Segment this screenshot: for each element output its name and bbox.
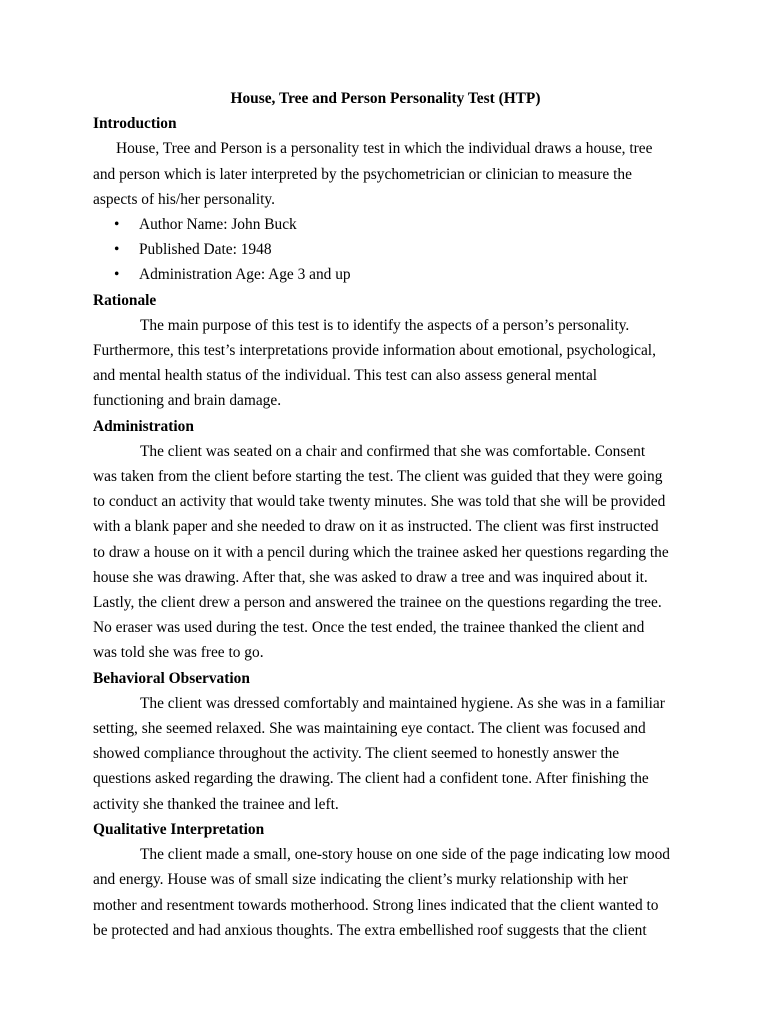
bullet-icon: • bbox=[114, 216, 120, 234]
list-item bbox=[93, 262, 678, 287]
list-item-text: Published Date: 1948 bbox=[139, 241, 272, 259]
paragraph-rationale bbox=[93, 313, 678, 414]
paragraph-qualitative-interpretation bbox=[93, 842, 678, 943]
bullet-icon: • bbox=[114, 241, 120, 259]
text-line: The main purpose of this test is to identify the aspects of a person’s personality. bbox=[140, 316, 630, 334]
text-line: setting, she seemed relaxed. She was maintaining eye contact. The client was focused and bbox=[93, 720, 646, 738]
text-line: The client was dressed comfortably and maintained hygiene. As she was in a familiar bbox=[140, 694, 665, 712]
heading-administration: Administration bbox=[93, 417, 194, 435]
text-line: showed compliance throughout the activity. The client seemed to honestly answer the bbox=[93, 745, 620, 763]
text-line: to conduct an activity that would take twenty minutes. She was told that she will be provided bbox=[93, 493, 666, 511]
text-line: was told she was free to go. bbox=[93, 644, 264, 662]
text-line: be protected and had anxious thoughts. The extra embellished roof suggests that the client bbox=[93, 921, 647, 939]
list-item-text: Author Name: John Buck bbox=[139, 216, 297, 234]
text-line: aspects of his/her personality. bbox=[93, 190, 275, 208]
list-item bbox=[93, 237, 678, 262]
text-line: The client was seated on a chair and confirmed that she was comfortable. Consent bbox=[140, 442, 646, 460]
text-line: House, Tree and Person is a personality test in which the individual draws a house, tree bbox=[116, 140, 653, 158]
text-line: Furthermore, this test’s interpretations provide information about emotional, psychological, bbox=[93, 342, 656, 360]
text-line: was taken from the client before starting the test. The client was guided that they were going bbox=[93, 468, 663, 486]
document-page bbox=[93, 86, 678, 943]
list-item bbox=[93, 212, 678, 237]
document-title: House, Tree and Person Personality Test (HTP) bbox=[230, 90, 541, 107]
introduction-bullet-list bbox=[93, 212, 678, 288]
paragraph-administration bbox=[93, 439, 678, 666]
text-line: to draw a house on it with a pencil during which the trainee asked her questions regarding the bbox=[93, 543, 669, 561]
text-line: functioning and brain damage. bbox=[93, 392, 282, 410]
heading-qualitative-interpretation: Qualitative Interpretation bbox=[93, 820, 265, 838]
heading-introduction: Introduction bbox=[93, 115, 177, 133]
text-line: with a blank paper and she needed to draw on it as instructed. The client was first instructed bbox=[93, 518, 659, 536]
text-line: activity she thanked the trainee and left. bbox=[93, 795, 339, 813]
heading-rationale: Rationale bbox=[93, 291, 157, 309]
list-item-text: Administration Age: Age 3 and up bbox=[139, 266, 351, 284]
heading-behavioral-observation: Behavioral Observation bbox=[93, 669, 250, 687]
text-line: questions asked regarding the drawing. The client had a confident tone. After finishing the bbox=[93, 770, 649, 788]
paragraph-behavioral-observation bbox=[93, 691, 678, 817]
text-line: and person which is later interpreted by the psychometrician or clinician to measure the bbox=[93, 165, 632, 183]
text-line: No eraser was used during the test. Once the test ended, the trainee thanked the client and bbox=[93, 619, 645, 637]
text-line: and energy. House was of small size indicating the client’s murky relationship with her bbox=[93, 871, 628, 889]
paragraph-introduction bbox=[93, 136, 678, 212]
text-line: The client made a small, one-story house on one side of the page indicating low mood bbox=[140, 846, 670, 864]
text-line: house she was drawing. After that, she was asked to draw a tree and was inquired about it. bbox=[93, 568, 648, 586]
bullet-icon: • bbox=[114, 266, 120, 284]
text-line: mother and resentment towards motherhood. Strong lines indicated that the client wanted to bbox=[93, 896, 659, 914]
text-line: and mental health status of the individual. This test can also assess general mental bbox=[93, 367, 598, 385]
text-line: Lastly, the client drew a person and answered the trainee on the questions regarding the tree. bbox=[93, 594, 662, 612]
